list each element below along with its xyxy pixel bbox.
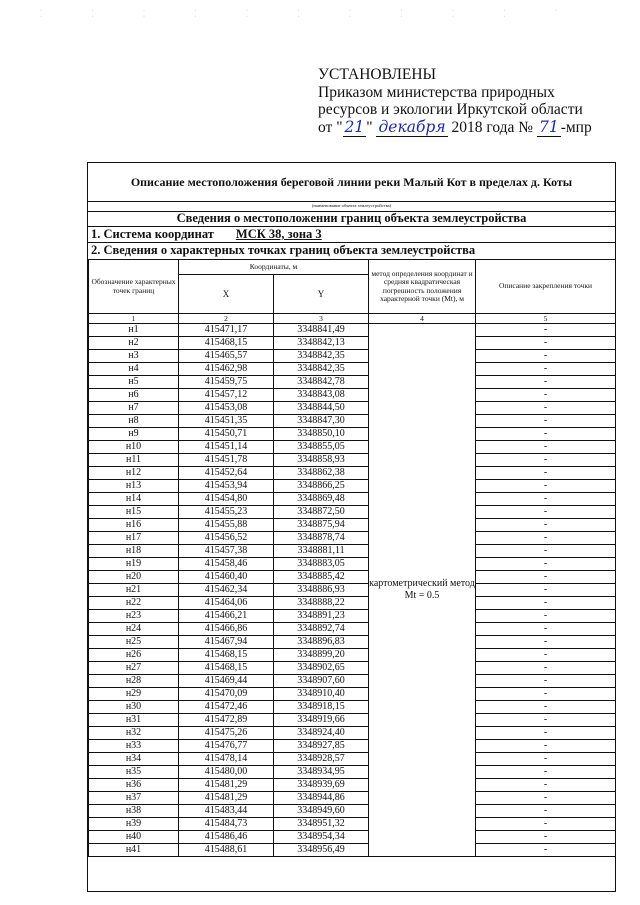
x-coordinate-cell: 415464,06	[179, 597, 274, 610]
description-cell: -	[476, 649, 616, 662]
point-id-cell: н21	[89, 584, 179, 597]
point-id-cell: н5	[89, 376, 179, 389]
x-coordinate-cell: 415457,38	[179, 545, 274, 558]
boundary-description-form	[87, 162, 616, 892]
description-cell: -	[476, 571, 616, 584]
description-cell: -	[476, 441, 616, 454]
point-id-cell: н40	[89, 831, 179, 844]
table-row	[89, 480, 616, 493]
header-coordinates: Координаты, м	[179, 260, 369, 275]
method-cell: картометрический метод Mt = 0.5	[369, 324, 476, 857]
table-row	[89, 844, 616, 857]
table-row	[89, 831, 616, 844]
point-id-cell: н39	[89, 818, 179, 831]
description-cell: -	[476, 402, 616, 415]
table-row	[89, 714, 616, 727]
x-coordinate-cell: 415453,08	[179, 402, 274, 415]
description-cell: -	[476, 766, 616, 779]
table-row	[89, 363, 616, 376]
description-cell: -	[476, 597, 616, 610]
coordinate-system-row	[88, 227, 615, 243]
y-coordinate-cell: 3348951,32	[274, 818, 369, 831]
x-coordinate-cell: 415467,94	[179, 636, 274, 649]
point-id-cell: н15	[89, 506, 179, 519]
y-coordinate-cell: 3348872,50	[274, 506, 369, 519]
description-cell: -	[476, 467, 616, 480]
table-row	[89, 376, 616, 389]
approval-stamp	[318, 66, 618, 136]
x-coordinate-cell: 415476,77	[179, 740, 274, 753]
description-cell: -	[476, 636, 616, 649]
handwritten-number: 71	[538, 117, 559, 136]
description-cell: -	[476, 493, 616, 506]
y-coordinate-cell: 3348899,20	[274, 649, 369, 662]
y-coordinate-cell: 3348841,49	[274, 324, 369, 337]
y-coordinate-cell: 3348918,15	[274, 701, 369, 714]
y-coordinate-cell: 3348886,93	[274, 584, 369, 597]
point-id-cell: н25	[89, 636, 179, 649]
x-coordinate-cell: 415468,15	[179, 649, 274, 662]
table-row	[89, 532, 616, 545]
point-id-cell: н3	[89, 350, 179, 363]
y-coordinate-cell: 3348847,30	[274, 415, 369, 428]
y-coordinate-cell: 3348896,83	[274, 636, 369, 649]
x-coordinate-cell: 415465,57	[179, 350, 274, 363]
approval-title: УСТАНОВЛЕНЫ	[318, 66, 437, 83]
boundary-points-table	[88, 259, 616, 857]
y-coordinate-cell: 3348956,49	[274, 844, 369, 857]
x-coordinate-cell: 415462,98	[179, 363, 274, 376]
point-id-cell: н31	[89, 714, 179, 727]
point-id-cell: н14	[89, 493, 179, 506]
y-coordinate-cell: 3348949,60	[274, 805, 369, 818]
y-coordinate-cell: 3348878,74	[274, 532, 369, 545]
point-id-cell: н33	[89, 740, 179, 753]
point-id-cell: н29	[89, 688, 179, 701]
table-row	[89, 662, 616, 675]
description-cell: -	[476, 415, 616, 428]
y-coordinate-cell: 3348843,08	[274, 389, 369, 402]
point-id-cell: н37	[89, 792, 179, 805]
approval-date-line: от " 21 " декабря 2018 года № 71 -мпр	[318, 117, 592, 136]
y-coordinate-cell: 3348892,74	[274, 623, 369, 636]
x-coordinate-cell: 415460,40	[179, 571, 274, 584]
table-row	[89, 727, 616, 740]
point-id-cell: н6	[89, 389, 179, 402]
y-coordinate-cell: 3348954,34	[274, 831, 369, 844]
table-row	[89, 649, 616, 662]
x-coordinate-cell: 415472,89	[179, 714, 274, 727]
column-number: 5	[476, 314, 616, 324]
description-cell: -	[476, 740, 616, 753]
point-id-cell: н36	[89, 779, 179, 792]
y-coordinate-cell: 3348883,05	[274, 558, 369, 571]
x-coordinate-cell: 415481,29	[179, 792, 274, 805]
point-id-cell: н41	[89, 844, 179, 857]
description-cell: -	[476, 337, 616, 350]
x-coordinate-cell: 415468,15	[179, 337, 274, 350]
y-coordinate-cell: 3348934,95	[274, 766, 369, 779]
table-row	[89, 428, 616, 441]
description-cell: -	[476, 675, 616, 688]
y-coordinate-cell: 3348862,38	[274, 467, 369, 480]
point-id-cell: н8	[89, 415, 179, 428]
y-coordinate-cell: 3348907,60	[274, 675, 369, 688]
x-coordinate-cell: 415470,09	[179, 688, 274, 701]
point-id-cell: н30	[89, 701, 179, 714]
table-row	[89, 558, 616, 571]
y-coordinate-cell: 3348855,05	[274, 441, 369, 454]
x-coordinate-cell: 415454,80	[179, 493, 274, 506]
point-id-cell: н17	[89, 532, 179, 545]
y-coordinate-cell: 3348902,65	[274, 662, 369, 675]
description-cell: -	[476, 753, 616, 766]
description-cell: -	[476, 389, 616, 402]
table-row	[89, 350, 616, 363]
year-text: 2018 года №	[451, 118, 534, 136]
x-coordinate-cell: 415451,78	[179, 454, 274, 467]
point-id-cell: н13	[89, 480, 179, 493]
point-id-cell: н22	[89, 597, 179, 610]
point-id-cell: н28	[89, 675, 179, 688]
coordinate-system-label: 1. Система координат	[91, 227, 214, 241]
description-cell: -	[476, 454, 616, 467]
table-row	[89, 415, 616, 428]
x-coordinate-cell: 415466,21	[179, 610, 274, 623]
description-cell: -	[476, 363, 616, 376]
description-cell: -	[476, 844, 616, 857]
header-description: Описание закрепления точки	[476, 260, 616, 314]
x-coordinate-cell: 415484,73	[179, 818, 274, 831]
y-coordinate-cell: 3348919,66	[274, 714, 369, 727]
x-coordinate-cell: 415452,64	[179, 467, 274, 480]
points-section-title: 2. Сведения о характерных точках границ объекта землеустройства	[91, 243, 476, 257]
point-id-cell: н20	[89, 571, 179, 584]
point-id-cell: н9	[89, 428, 179, 441]
table-row	[89, 740, 616, 753]
point-id-cell: н10	[89, 441, 179, 454]
y-coordinate-cell: 3348875,94	[274, 519, 369, 532]
column-number: 3	[274, 314, 369, 324]
description-cell: -	[476, 714, 616, 727]
table-row	[89, 688, 616, 701]
y-coordinate-cell: 3348885,42	[274, 571, 369, 584]
x-coordinate-cell: 415455,88	[179, 519, 274, 532]
y-coordinate-cell: 3348842,35	[274, 363, 369, 376]
table-row	[89, 519, 616, 532]
description-cell: -	[476, 831, 616, 844]
y-coordinate-cell: 3348842,35	[274, 350, 369, 363]
y-coordinate-cell: 3348944,86	[274, 792, 369, 805]
table-row	[89, 701, 616, 714]
description-cell: -	[476, 662, 616, 675]
y-coordinate-cell: 3348888,22	[274, 597, 369, 610]
x-coordinate-cell: 415483,44	[179, 805, 274, 818]
x-coordinate-cell: 415450,71	[179, 428, 274, 441]
description-cell: -	[476, 519, 616, 532]
column-number: 4	[369, 314, 476, 324]
table-row	[89, 753, 616, 766]
x-coordinate-cell: 415451,14	[179, 441, 274, 454]
table-row	[89, 675, 616, 688]
y-coordinate-cell: 3348928,57	[274, 753, 369, 766]
description-cell: -	[476, 480, 616, 493]
header-method: метод определения координат и средняя квадратическая погрешность положения характерной точки (Mt), м	[369, 260, 476, 314]
y-coordinate-cell: 3348869,48	[274, 493, 369, 506]
table-row	[89, 493, 616, 506]
table-row	[89, 623, 616, 636]
x-coordinate-cell: 415480,00	[179, 766, 274, 779]
description-cell: -	[476, 532, 616, 545]
table-row	[89, 610, 616, 623]
y-coordinate-cell: 3348939,69	[274, 779, 369, 792]
title-caption: (наименование объекта землеустройства)	[88, 201, 615, 212]
table-row	[89, 818, 616, 831]
table-row	[89, 805, 616, 818]
x-coordinate-cell: 415486,46	[179, 831, 274, 844]
table-row	[89, 584, 616, 597]
x-coordinate-cell: 415455,23	[179, 506, 274, 519]
document-title: Описание местоположения береговой линии реки Малый Кот в пределах д. Коты	[88, 163, 615, 202]
point-id-cell: н2	[89, 337, 179, 350]
scan-artifact-dots: · · · · · · · · · · · · · · · · · · · · ·	[40, 8, 581, 20]
x-coordinate-cell: 415478,14	[179, 753, 274, 766]
point-id-cell: н16	[89, 519, 179, 532]
point-id-cell: н26	[89, 649, 179, 662]
table-row	[89, 792, 616, 805]
table-row	[89, 467, 616, 480]
y-coordinate-cell: 3348842,78	[274, 376, 369, 389]
point-id-cell: н18	[89, 545, 179, 558]
x-coordinate-cell: 415468,15	[179, 662, 274, 675]
description-cell: -	[476, 376, 616, 389]
y-coordinate-cell: 3348924,40	[274, 727, 369, 740]
table-row	[89, 337, 616, 350]
description-cell: -	[476, 727, 616, 740]
y-coordinate-cell: 3348891,23	[274, 610, 369, 623]
x-coordinate-cell: 415488,61	[179, 844, 274, 857]
y-coordinate-cell: 3348844,50	[274, 402, 369, 415]
handwritten-month: декабря	[378, 117, 446, 136]
y-coordinate-cell: 3348842,13	[274, 337, 369, 350]
x-coordinate-cell: 415451,35	[179, 415, 274, 428]
description-cell: -	[476, 805, 616, 818]
x-coordinate-cell: 415456,52	[179, 532, 274, 545]
table-row	[89, 506, 616, 519]
description-cell: -	[476, 545, 616, 558]
header-y: Y	[274, 275, 369, 314]
y-coordinate-cell: 3348927,85	[274, 740, 369, 753]
point-id-cell: н19	[89, 558, 179, 571]
x-coordinate-cell: 415475,26	[179, 727, 274, 740]
table-row	[89, 389, 616, 402]
table-row	[89, 441, 616, 454]
y-coordinate-cell: 3348858,93	[274, 454, 369, 467]
x-coordinate-cell: 415458,46	[179, 558, 274, 571]
x-coordinate-cell: 415459,75	[179, 376, 274, 389]
table-row	[89, 636, 616, 649]
x-coordinate-cell: 415462,34	[179, 584, 274, 597]
point-id-cell: н38	[89, 805, 179, 818]
point-id-cell: н32	[89, 727, 179, 740]
y-coordinate-cell: 3348910,40	[274, 688, 369, 701]
description-cell: -	[476, 506, 616, 519]
y-coordinate-cell: 3348850,10	[274, 428, 369, 441]
x-coordinate-cell: 415466,86	[179, 623, 274, 636]
x-coordinate-cell: 415457,12	[179, 389, 274, 402]
description-cell: -	[476, 818, 616, 831]
y-coordinate-cell: 3348866,25	[274, 480, 369, 493]
description-cell: -	[476, 701, 616, 714]
description-cell: -	[476, 779, 616, 792]
point-id-cell: н11	[89, 454, 179, 467]
point-id-cell: н34	[89, 753, 179, 766]
point-id-cell: н7	[89, 402, 179, 415]
table-row	[89, 766, 616, 779]
table-row	[89, 454, 616, 467]
point-id-cell: н35	[89, 766, 179, 779]
description-cell: -	[476, 792, 616, 805]
description-cell: -	[476, 428, 616, 441]
point-id-cell: н23	[89, 610, 179, 623]
description-cell: -	[476, 610, 616, 623]
point-id-cell: н24	[89, 623, 179, 636]
column-number: 2	[179, 314, 274, 324]
coordinate-system-value: МСК 38, зона 3	[235, 227, 322, 241]
column-number: 1	[89, 314, 179, 324]
x-coordinate-cell: 415453,94	[179, 480, 274, 493]
table-row	[89, 402, 616, 415]
section-header: Сведения о местоположении границ объекта землеустройства	[88, 211, 615, 227]
approval-line-ministry: ресурсов и экологии Иркутской области	[318, 101, 583, 118]
point-id-cell: н4	[89, 363, 179, 376]
description-cell: -	[476, 558, 616, 571]
approval-line-order: Приказом министерства природных	[318, 83, 555, 101]
y-coordinate-cell: 3348881,11	[274, 545, 369, 558]
description-cell: -	[476, 688, 616, 701]
table-row	[89, 324, 616, 337]
table-row	[89, 597, 616, 610]
description-cell: -	[476, 623, 616, 636]
description-cell: -	[476, 324, 616, 337]
point-id-cell: н27	[89, 662, 179, 675]
header-x: X	[179, 275, 274, 314]
x-coordinate-cell: 415472,46	[179, 701, 274, 714]
table-row	[89, 545, 616, 558]
table-row	[89, 571, 616, 584]
x-coordinate-cell: 415481,29	[179, 779, 274, 792]
description-cell: -	[476, 350, 616, 363]
point-id-cell: н12	[89, 467, 179, 480]
header-point: Обозначение характерных точек границ	[89, 260, 179, 314]
handwritten-day: 21	[344, 117, 365, 136]
point-id-cell: н1	[89, 324, 179, 337]
x-coordinate-cell: 415469,44	[179, 675, 274, 688]
x-coordinate-cell: 415471,17	[179, 324, 274, 337]
description-cell: -	[476, 584, 616, 597]
table-row	[89, 779, 616, 792]
